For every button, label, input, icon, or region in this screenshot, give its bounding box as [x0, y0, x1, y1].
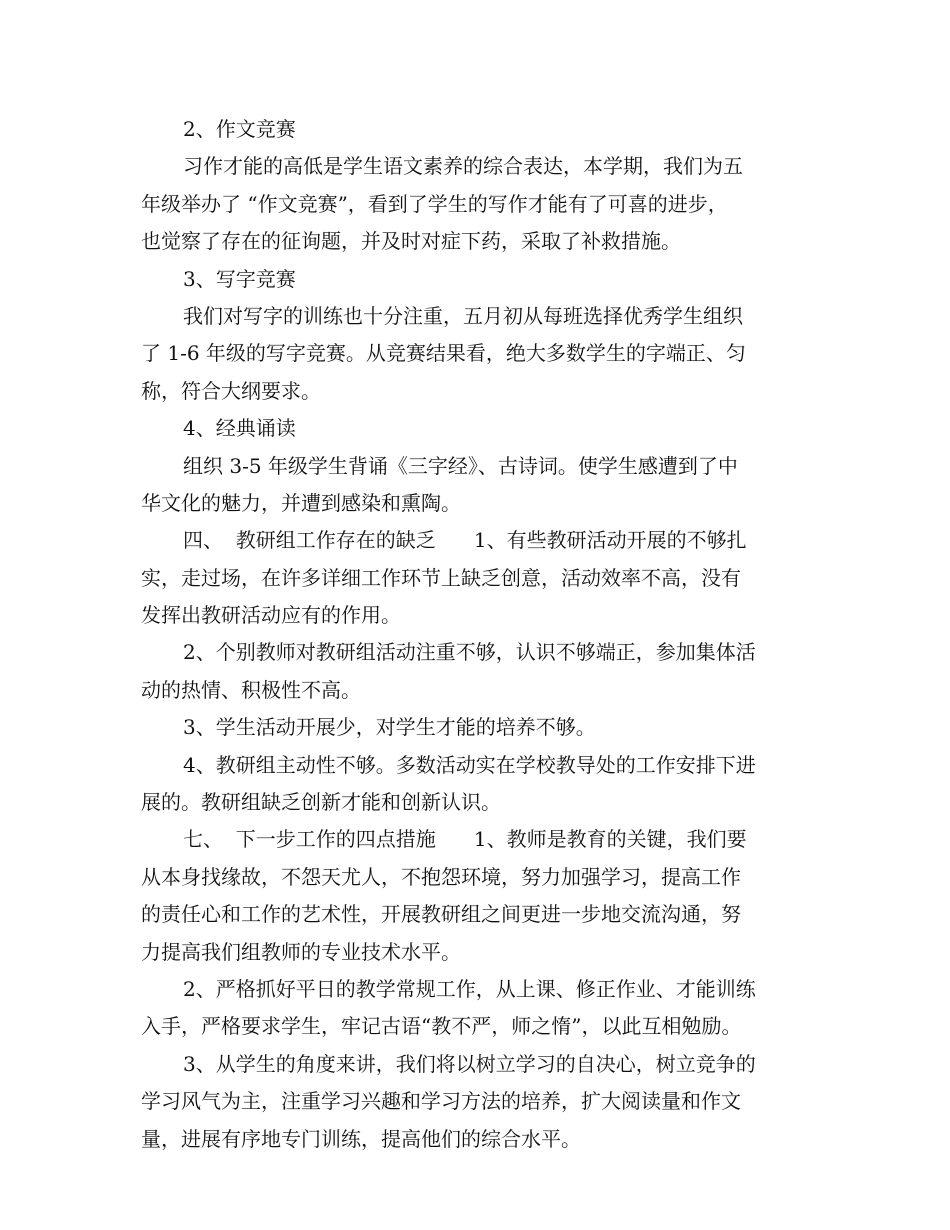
text-line: 七、 下一步工作的四点措施 1、教师是教育的关键，我们要	[183, 827, 747, 852]
text-line: 4、经典诵读	[183, 416, 296, 441]
text-line: 展的。教研组缺乏创新才能和创新认识。	[141, 790, 501, 815]
text-line: 3、写字竞赛	[183, 266, 296, 291]
text-line: 2、作文竞赛	[183, 117, 296, 141]
text-line: 发挥出教研活动应有的作用。	[141, 603, 401, 628]
text-line: 入手，严格要求学生，牢记古语“教不严，师之惰”，以此互相勉励。	[141, 1014, 742, 1039]
text-line: 也觉察了存在的征询题，并及时对症下药，采取了补救措施。	[141, 229, 681, 254]
text-line: 的责任心和工作的艺术性，开展教研组之间更进一步地交流沟通，努	[141, 902, 741, 927]
text-line: 力提高我们组教师的专业技术水平。	[141, 939, 461, 964]
text-line: 习作才能的高低是学生语文素养的综合表达，本学期，我们为五	[183, 154, 743, 179]
text-line: 量，进展有序地专门训练，提高他们的综合水平。	[141, 1126, 581, 1151]
text-line: 实，走过场，在许多详细工作环节上缺乏创意，活动效率不高，没有	[141, 565, 741, 590]
text-line: 3、学生活动开展少，对学生才能的培养不够。	[183, 715, 596, 740]
text-line: 了 1-6 年级的写字竞赛。从竞赛结果看，绝大多数学生的字端正、匀	[141, 341, 746, 366]
text-line: 学习风气为主，注重学习兴趣和学习方法的培养，扩大阅读量和作文	[141, 1089, 741, 1114]
text-line: 我们对写字的训练也十分注重，五月初从每班选择优秀学生组织	[183, 303, 743, 328]
text-line: 称，符合大纲要求。	[141, 378, 321, 403]
text-line: 年级举办了 “作文竞赛”，看到了学生的写作才能有了可喜的进步，	[141, 191, 728, 216]
text-line: 华文化的魅力，并遭到感染和熏陶。	[141, 490, 461, 515]
text-line: 动的热情、积极性不高。	[141, 677, 361, 702]
text-line: 组织 3-5 年级学生背诵《三字经》、古诗词。使学生感遭到了中	[183, 453, 738, 478]
text-line: 四、 教研组工作存在的缺乏 1、有些教研活动开展的不够扎	[183, 528, 747, 553]
text-line: 4、教研组主动性不够。多数活动实在学校教导处的工作安排下进	[183, 752, 756, 777]
document-page	[141, 111, 809, 1158]
text-line: 2、个别教师对教研组活动注重不够，认识不够端正，参加集体活	[183, 640, 756, 665]
text-line: 2、严格抓好平日的教学常规工作，从上课、修正作业、才能训练	[183, 976, 756, 1001]
text-line: 3、从学生的角度来讲，我们将以树立学习的自决心，树立竞争的	[183, 1051, 756, 1076]
text-line: 从本身找缘故，不怨天尤人，不抱怨环境，努力加强学习，提高工作	[141, 864, 741, 889]
